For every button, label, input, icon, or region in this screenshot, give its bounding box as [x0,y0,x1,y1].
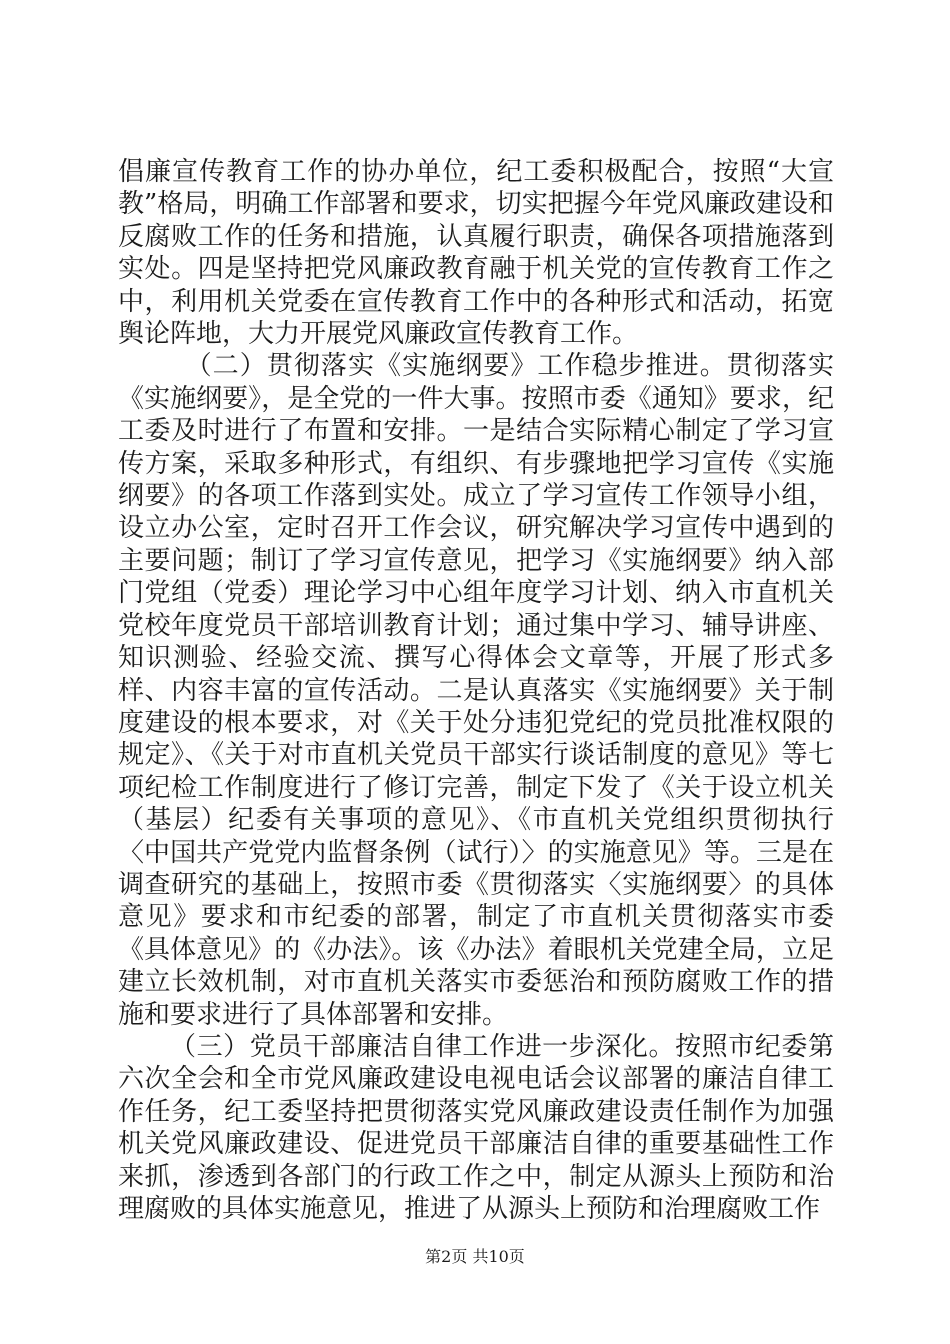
paragraph-section-two: （二）贯彻落实《实施纲要》工作稳步推进。贯彻落实《实施纲要》，是全党的一件大事。按照市委《通知》要求，纪工委及时进行了布置和安排。一是结合实际精心制定了学习宣传方案，采取多种形式，有组织、有步骤地把学习宣传《实施纲要》的各项工作落到实处。成立了学习宣传工作领导小组，设立办公室，定时召开工作会议，研究解决学习宣传中遇到的主要问题；制订了学习宣传意见，把学习《实施纲要》纳入部门党组（党委）理论学习中心组年度学习计划、纳入市直机关党校年度党员干部培训教育计划；通过集中学习、辅导讲座、知识测验、经验交流、撰写心得体会文章等，开展了形式多样、内容丰富的宣传活动。二是认真落实《实施纲要》关于制度建设的根本要求，对《关于处分违犯党纪的党员批准权限的规定》、《关于对市直机关党员干部实行谈话制度的意见》等七项纪检工作制度进行了修订完善，制定下发了《关于设立机关（基层）纪委有关事项的意见》、《市直机关党组织贯彻执行〈中国共产党党内监督条例（试行）〉的实施意见》等。三是在调查研究的基础上，按照市委《贯彻落实〈实施纲要〉的具体意见》要求和市纪委的部署，制定了市直机关贯彻落实市委《具体意见》的《办法》。该《办法》着眼机关党建全局，立足建立长效机制，对市直机关落实市委惩治和预防腐败工作的措施和要求进行了具体部署和安排。 [118,351,834,1030]
body-text [118,156,834,1225]
paragraph-section-three: （三）党员干部廉洁自律工作进一步深化。按照市纪委第六次全会和全市党风廉政建设电视电话会议部署的廉洁自律工作任务，纪工委坚持把贯彻落实党风廉政建设责任制作为加强机关党风廉政建设、促进党员干部廉洁自律的重要基础性工作来抓，渗透到各部门的行政工作之中，制定从源头上预防和治理腐败的具体实施意见，推进了从源头上预防和治理腐败工作 [118,1031,834,1224]
paragraph-continuation: 倡廉宣传教育工作的协办单位，纪工委积极配合，按照“大宣教”格局，明确工作部署和要求，切实把握今年党风廉政建设和反腐败工作的任务和措施，认真履行职责，确保各项措施落到实处。四是坚持把党风廉政教育融于机关党的宣传教育工作之中，利用机关党委在宣传教育工作中的各种形式和活动，拓宽舆论阵地，大力开展党风廉政宣传教育工作。 [118,157,834,350]
page-number-footer: 第2页 共10页 [425,1247,525,1266]
